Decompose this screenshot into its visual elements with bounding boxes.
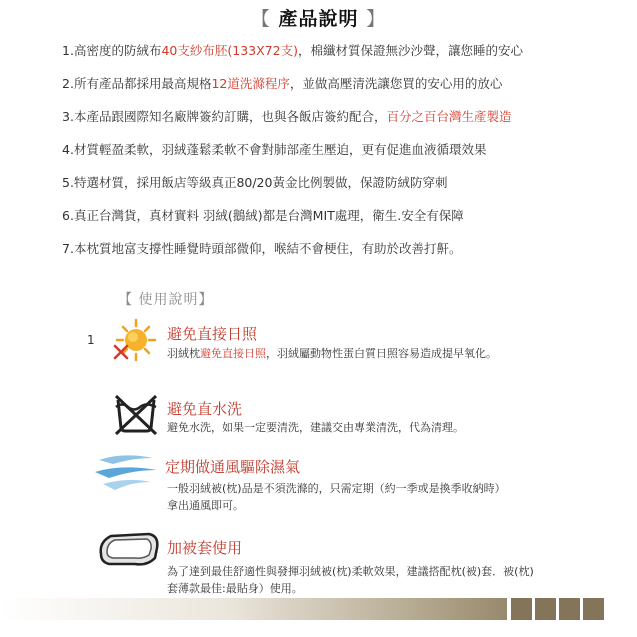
no-wash-icon <box>113 392 159 436</box>
usage-title: 【 使用說明】 <box>118 292 214 308</box>
title-bracket-close: 】 <box>366 8 387 30</box>
usage-heading-sun: 避免直接日照 <box>167 325 258 343</box>
feature-item <box>62 107 511 125</box>
feature-number: 1. <box>62 43 74 58</box>
desc-line: 拿出通風即可。 <box>167 499 244 512</box>
footer-gradient-bar <box>0 598 507 620</box>
feature-text: 高密度的防絨布 <box>73 43 162 58</box>
title-text: 產品說明 <box>278 8 359 30</box>
feature-number: 5. <box>62 175 74 190</box>
feature-number: 6. <box>62 208 74 223</box>
feature-text: 本產品跟國際知名廠牌簽約訂購，也與各飯店簽約配合， <box>73 109 387 124</box>
no-sun-icon <box>110 318 158 362</box>
footer-decoration <box>0 598 637 620</box>
footer-block <box>511 598 532 620</box>
feature-number: 3. <box>62 109 74 124</box>
feature-text: 真正台灣貨，真材實料 羽絨(鵝絨)都是台灣MIT處理，衛生.安全有保障 <box>73 208 464 223</box>
feature-highlight: 12道洗滌程序 <box>211 76 290 91</box>
usage-desc-sun <box>167 345 497 362</box>
feature-item <box>62 239 461 257</box>
feature-item <box>62 140 486 158</box>
desc-line: 為了達到最佳舒適性與發揮羽絨被(枕)柔軟效果，建議搭配枕(被)套．被(枕) <box>167 565 534 578</box>
footer-block <box>535 598 556 620</box>
feature-item <box>62 74 502 92</box>
feature-highlight: 40支紗布胚(133X72支) <box>161 43 298 58</box>
usage-heading-wash: 避免直水洗 <box>167 400 243 418</box>
feature-item <box>62 206 464 224</box>
feature-number: 7. <box>62 241 74 256</box>
feature-number: 4. <box>62 142 74 157</box>
feature-item <box>62 41 523 59</box>
feature-text: 本枕質地富支撐性睡覺時頭部微仰，喉結不會梗住，有助於改善打鼾。 <box>73 241 462 256</box>
desc-highlight: 避免直接日照 <box>200 347 266 360</box>
desc-line: 一般羽絨被(枕)品是不須洗滌的，只需定期（約一季或是換季收納時） <box>167 482 506 495</box>
feature-text: ，並做高壓清洗讓您買的安心用的放心 <box>289 76 503 91</box>
footer-block <box>559 598 580 620</box>
desc-text: ，羽絨屬動物性蛋白質日照容易造成提早氧化。 <box>266 347 497 360</box>
feature-text: 材質輕盈柔軟，羽絨蓬鬆柔軟不會對肺部產生壓迫，更有促進血液循環效果 <box>73 142 487 157</box>
usage-desc-cover <box>167 563 534 597</box>
desc-line: 套薄款最佳:最貼身）使用。 <box>167 582 303 595</box>
usage-desc-ventilation <box>167 480 506 514</box>
footer-block <box>583 598 604 620</box>
usage-number: 1 <box>87 333 95 347</box>
quilt-icon <box>97 528 161 570</box>
wind-icon <box>93 450 161 492</box>
feature-item <box>62 173 447 191</box>
feature-number: 2. <box>62 76 74 91</box>
page-title <box>0 4 637 31</box>
desc-text: 避免水洗，如果一定要清洗，建議交由專業清洗，代為清理。 <box>167 421 464 434</box>
feature-text: ，棉纖材質保證無沙沙聲，讓您睡的安心 <box>297 43 523 58</box>
usage-desc-wash <box>167 419 464 436</box>
feature-text: 特選材質，採用飯店等級真正80/20黃金比例製做，保證防絨防穿刺 <box>73 175 448 190</box>
title-bracket-open: 【 <box>250 8 271 30</box>
feature-highlight: 百分之百台灣生產製造 <box>386 109 512 124</box>
usage-heading-cover: 加被套使用 <box>167 539 243 557</box>
usage-heading-ventilation: 定期做通風驅除濕氣 <box>165 458 301 476</box>
feature-text: 所有產品都採用最高規格 <box>73 76 212 91</box>
desc-text: 羽絨枕 <box>167 347 200 360</box>
